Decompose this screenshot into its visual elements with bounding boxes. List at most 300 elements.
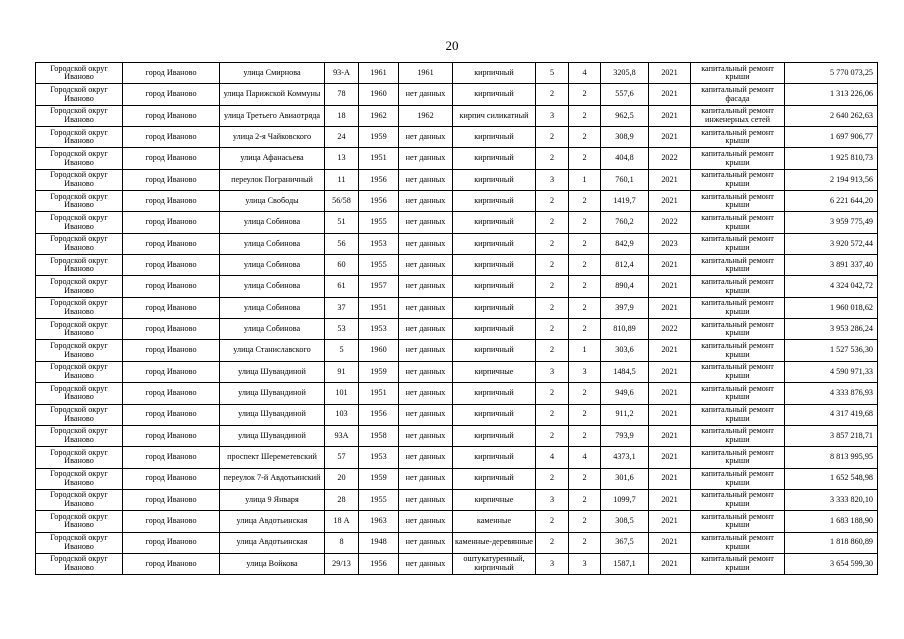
commission-year-cell: нет данных	[399, 255, 453, 276]
cost-cell: 3 654 599,30	[785, 553, 878, 574]
cost-cell: 1 652 548,98	[785, 468, 878, 489]
commission-year-cell: нет данных	[399, 297, 453, 318]
wall-material-cell: кирпичный	[453, 191, 536, 212]
commission-year-cell: 1961	[399, 63, 453, 84]
wall-material-cell: кирпичный	[453, 63, 536, 84]
entrances-cell: 2	[569, 212, 601, 233]
floors-cell: 2	[536, 297, 569, 318]
municipality-cell: Городской округ Иваново	[36, 105, 123, 126]
wall-material-cell: кирпичный	[453, 169, 536, 190]
house-number-cell: 60	[325, 255, 359, 276]
floors-cell: 3	[536, 105, 569, 126]
cost-cell: 3 953 286,24	[785, 319, 878, 340]
plan-year-cell: 2021	[649, 105, 691, 126]
municipality-cell: Городской округ Иваново	[36, 191, 123, 212]
house-number-cell: 78	[325, 84, 359, 105]
entrances-cell: 2	[569, 255, 601, 276]
cost-cell: 3 857 218,71	[785, 425, 878, 446]
plan-year-cell: 2021	[649, 276, 691, 297]
settlement-cell: город Иваново	[123, 511, 220, 532]
work-type-cell: капитальный ремонт крыши	[691, 212, 785, 233]
area-cell: 4373,1	[601, 447, 649, 468]
commission-year-cell: нет данных	[399, 361, 453, 382]
wall-material-cell: каменные	[453, 511, 536, 532]
settlement-cell: город Иваново	[123, 447, 220, 468]
settlement-cell: город Иваново	[123, 425, 220, 446]
municipality-cell: Городской округ Иваново	[36, 212, 123, 233]
plan-year-cell: 2021	[649, 489, 691, 510]
build-year-cell: 1956	[359, 404, 399, 425]
house-number-cell: 28	[325, 489, 359, 510]
build-year-cell: 1955	[359, 489, 399, 510]
commission-year-cell: нет данных	[399, 233, 453, 254]
floors-cell: 2	[536, 532, 569, 553]
cost-cell: 1 527 536,30	[785, 340, 878, 361]
plan-year-cell: 2021	[649, 169, 691, 190]
municipality-cell: Городской округ Иваново	[36, 233, 123, 254]
wall-material-cell: кирпичный	[453, 468, 536, 489]
floors-cell: 2	[536, 255, 569, 276]
settlement-cell: город Иваново	[123, 404, 220, 425]
wall-material-cell: кирпич силикатный	[453, 105, 536, 126]
cost-cell: 4 324 042,72	[785, 276, 878, 297]
floors-cell: 3	[536, 361, 569, 382]
floors-cell: 3	[536, 553, 569, 574]
table-row	[36, 383, 878, 404]
build-year-cell: 1960	[359, 340, 399, 361]
build-year-cell: 1957	[359, 276, 399, 297]
table-row	[36, 191, 878, 212]
street-cell: улица Смирнова	[220, 63, 325, 84]
plan-year-cell: 2021	[649, 361, 691, 382]
house-number-cell: 5	[325, 340, 359, 361]
street-cell: улица Авдотьинская	[220, 532, 325, 553]
floors-cell: 2	[536, 319, 569, 340]
build-year-cell: 1948	[359, 532, 399, 553]
municipality-cell: Городской округ Иваново	[36, 404, 123, 425]
entrances-cell: 2	[569, 468, 601, 489]
settlement-cell: город Иваново	[123, 297, 220, 318]
commission-year-cell: 1962	[399, 105, 453, 126]
work-type-cell: капитальный ремонт крыши	[691, 169, 785, 190]
house-number-cell: 101	[325, 383, 359, 404]
street-cell: улица 2-я Чайковского	[220, 127, 325, 148]
build-year-cell: 1951	[359, 297, 399, 318]
wall-material-cell: каменные-деревянные	[453, 532, 536, 553]
cost-cell: 1 818 860,89	[785, 532, 878, 553]
entrances-cell: 2	[569, 425, 601, 446]
floors-cell: 2	[536, 425, 569, 446]
cost-cell: 6 221 644,20	[785, 191, 878, 212]
municipality-cell: Городской округ Иваново	[36, 169, 123, 190]
municipality-cell: Городской округ Иваново	[36, 84, 123, 105]
commission-year-cell: нет данных	[399, 84, 453, 105]
wall-material-cell: кирпичный	[453, 255, 536, 276]
wall-material-cell: кирпичный	[453, 127, 536, 148]
municipality-cell: Городской округ Иваново	[36, 383, 123, 404]
build-year-cell: 1953	[359, 233, 399, 254]
plan-year-cell: 2021	[649, 447, 691, 468]
table-row	[36, 361, 878, 382]
municipality-cell: Городской округ Иваново	[36, 361, 123, 382]
street-cell: улица Собинова	[220, 276, 325, 297]
municipality-cell: Городской округ Иваново	[36, 148, 123, 169]
settlement-cell: город Иваново	[123, 191, 220, 212]
area-cell: 962,5	[601, 105, 649, 126]
entrances-cell: 2	[569, 127, 601, 148]
entrances-cell: 2	[569, 489, 601, 510]
wall-material-cell: кирпичный	[453, 212, 536, 233]
floors-cell: 2	[536, 191, 569, 212]
build-year-cell: 1963	[359, 511, 399, 532]
wall-material-cell: кирпичный	[453, 447, 536, 468]
area-cell: 1587,1	[601, 553, 649, 574]
floors-cell: 5	[536, 63, 569, 84]
street-cell: улица Свободы	[220, 191, 325, 212]
entrances-cell: 2	[569, 233, 601, 254]
area-cell: 793,9	[601, 425, 649, 446]
table-row	[36, 84, 878, 105]
floors-cell: 3	[536, 169, 569, 190]
work-type-cell: капитальный ремонт крыши	[691, 148, 785, 169]
wall-material-cell: кирпичный	[453, 319, 536, 340]
house-number-cell: 18 А	[325, 511, 359, 532]
house-number-cell: 56/58	[325, 191, 359, 212]
settlement-cell: город Иваново	[123, 212, 220, 233]
municipality-cell: Городской округ Иваново	[36, 63, 123, 84]
commission-year-cell: нет данных	[399, 148, 453, 169]
street-cell: улица Станиславского	[220, 340, 325, 361]
plan-year-cell: 2021	[649, 84, 691, 105]
work-type-cell: капитальный ремонт крыши	[691, 447, 785, 468]
area-cell: 3205,8	[601, 63, 649, 84]
build-year-cell: 1958	[359, 425, 399, 446]
table-row	[36, 148, 878, 169]
wall-material-cell: кирпичные	[453, 361, 536, 382]
settlement-cell: город Иваново	[123, 105, 220, 126]
floors-cell: 2	[536, 127, 569, 148]
registry-rows	[36, 63, 878, 575]
work-type-cell: капитальный ремонт крыши	[691, 425, 785, 446]
work-type-cell: капитальный ремонт крыши	[691, 255, 785, 276]
municipality-cell: Городской округ Иваново	[36, 553, 123, 574]
house-number-cell: 20	[325, 468, 359, 489]
settlement-cell: город Иваново	[123, 319, 220, 340]
work-type-cell: капитальный ремонт крыши	[691, 511, 785, 532]
floors-cell: 3	[536, 489, 569, 510]
entrances-cell: 2	[569, 319, 601, 340]
plan-year-cell: 2021	[649, 553, 691, 574]
area-cell: 812,4	[601, 255, 649, 276]
plan-year-cell: 2021	[649, 511, 691, 532]
table-row	[36, 532, 878, 553]
floors-cell: 2	[536, 233, 569, 254]
table-row	[36, 127, 878, 148]
wall-material-cell: кирпичный	[453, 425, 536, 446]
table-row	[36, 511, 878, 532]
work-type-cell: капитальный ремонт крыши	[691, 532, 785, 553]
commission-year-cell: нет данных	[399, 276, 453, 297]
area-cell: 842,9	[601, 233, 649, 254]
floors-cell: 2	[536, 383, 569, 404]
municipality-cell: Городской округ Иваново	[36, 255, 123, 276]
house-number-cell: 61	[325, 276, 359, 297]
house-number-cell: 8	[325, 532, 359, 553]
settlement-cell: город Иваново	[123, 468, 220, 489]
house-number-cell: 103	[325, 404, 359, 425]
entrances-cell: 2	[569, 276, 601, 297]
cost-cell: 2 640 262,63	[785, 105, 878, 126]
street-cell: переулок 7-й Авдотьинский	[220, 468, 325, 489]
build-year-cell: 1956	[359, 191, 399, 212]
table-row	[36, 404, 878, 425]
house-number-cell: 11	[325, 169, 359, 190]
municipality-cell: Городской округ Иваново	[36, 468, 123, 489]
table-row	[36, 425, 878, 446]
plan-year-cell: 2021	[649, 255, 691, 276]
plan-year-cell: 2021	[649, 127, 691, 148]
table-row	[36, 255, 878, 276]
plan-year-cell: 2021	[649, 340, 691, 361]
area-cell: 760,2	[601, 212, 649, 233]
floors-cell: 2	[536, 511, 569, 532]
street-cell: улица 9 Января	[220, 489, 325, 510]
work-type-cell: капитальный ремонт крыши	[691, 489, 785, 510]
plan-year-cell: 2021	[649, 404, 691, 425]
commission-year-cell: нет данных	[399, 169, 453, 190]
build-year-cell: 1953	[359, 319, 399, 340]
build-year-cell: 1951	[359, 148, 399, 169]
commission-year-cell: нет данных	[399, 404, 453, 425]
commission-year-cell: нет данных	[399, 425, 453, 446]
area-cell: 367,5	[601, 532, 649, 553]
work-type-cell: капитальный ремонт крыши	[691, 276, 785, 297]
municipality-cell: Городской округ Иваново	[36, 511, 123, 532]
wall-material-cell: кирпичный	[453, 383, 536, 404]
floors-cell: 2	[536, 404, 569, 425]
table-row	[36, 212, 878, 233]
floors-cell: 2	[536, 340, 569, 361]
wall-material-cell: кирпичный	[453, 340, 536, 361]
work-type-cell: капитальный ремонт крыши	[691, 361, 785, 382]
plan-year-cell: 2022	[649, 319, 691, 340]
area-cell: 949,6	[601, 383, 649, 404]
table-row	[36, 233, 878, 254]
municipality-cell: Городской округ Иваново	[36, 276, 123, 297]
table-row	[36, 489, 878, 510]
area-cell: 810,89	[601, 319, 649, 340]
entrances-cell: 2	[569, 84, 601, 105]
work-type-cell: капитальный ремонт крыши	[691, 553, 785, 574]
table-row	[36, 319, 878, 340]
table-row	[36, 63, 878, 84]
entrances-cell: 2	[569, 148, 601, 169]
area-cell: 557,6	[601, 84, 649, 105]
area-cell: 1484,5	[601, 361, 649, 382]
area-cell: 1099,7	[601, 489, 649, 510]
house-number-cell: 51	[325, 212, 359, 233]
street-cell: проспект Шереметевский	[220, 447, 325, 468]
house-number-cell: 29/13	[325, 553, 359, 574]
work-type-cell: капитальный ремонт крыши	[691, 127, 785, 148]
plan-year-cell: 2021	[649, 532, 691, 553]
work-type-cell: капитальный ремонт крыши	[691, 383, 785, 404]
wall-material-cell: кирпичный	[453, 233, 536, 254]
build-year-cell: 1956	[359, 553, 399, 574]
plan-year-cell: 2022	[649, 148, 691, 169]
plan-year-cell: 2023	[649, 233, 691, 254]
cost-cell: 4 317 419,68	[785, 404, 878, 425]
house-number-cell: 13	[325, 148, 359, 169]
floors-cell: 2	[536, 468, 569, 489]
wall-material-cell: оштукатуренный, кирпичный	[453, 553, 536, 574]
house-number-cell: 18	[325, 105, 359, 126]
cost-cell: 1 925 810,73	[785, 148, 878, 169]
cost-cell: 8 813 995,95	[785, 447, 878, 468]
plan-year-cell: 2021	[649, 468, 691, 489]
municipality-cell: Городской округ Иваново	[36, 319, 123, 340]
work-type-cell: капитальный ремонт крыши	[691, 191, 785, 212]
cost-cell: 3 333 820,10	[785, 489, 878, 510]
commission-year-cell: нет данных	[399, 191, 453, 212]
commission-year-cell: нет данных	[399, 468, 453, 489]
settlement-cell: город Иваново	[123, 489, 220, 510]
work-type-cell: капитальный ремонт крыши	[691, 404, 785, 425]
entrances-cell: 1	[569, 169, 601, 190]
municipality-cell: Городской округ Иваново	[36, 532, 123, 553]
cost-cell: 3 891 337,40	[785, 255, 878, 276]
work-type-cell: капитальный ремонт инженерных сетей	[691, 105, 785, 126]
floors-cell: 2	[536, 276, 569, 297]
house-number-cell: 93А	[325, 425, 359, 446]
house-number-cell: 57	[325, 447, 359, 468]
commission-year-cell: нет данных	[399, 511, 453, 532]
street-cell: улица Шувандиной	[220, 404, 325, 425]
commission-year-cell: нет данных	[399, 489, 453, 510]
floors-cell: 2	[536, 148, 569, 169]
wall-material-cell: кирпичный	[453, 297, 536, 318]
cost-cell: 1 697 906,77	[785, 127, 878, 148]
build-year-cell: 1955	[359, 212, 399, 233]
entrances-cell: 2	[569, 404, 601, 425]
wall-material-cell: кирпичный	[453, 404, 536, 425]
table-row	[36, 447, 878, 468]
wall-material-cell: кирпичный	[453, 148, 536, 169]
table-row	[36, 276, 878, 297]
municipality-cell: Городской округ Иваново	[36, 489, 123, 510]
work-type-cell: капитальный ремонт крыши	[691, 468, 785, 489]
municipality-cell: Городской округ Иваново	[36, 297, 123, 318]
street-cell: улица Собинова	[220, 297, 325, 318]
street-cell: улица Авдотьинская	[220, 511, 325, 532]
settlement-cell: город Иваново	[123, 169, 220, 190]
area-cell: 890,4	[601, 276, 649, 297]
entrances-cell: 1	[569, 340, 601, 361]
settlement-cell: город Иваново	[123, 127, 220, 148]
commission-year-cell: нет данных	[399, 553, 453, 574]
entrances-cell: 2	[569, 191, 601, 212]
commission-year-cell: нет данных	[399, 319, 453, 340]
entrances-cell: 4	[569, 447, 601, 468]
cost-cell: 4 590 971,33	[785, 361, 878, 382]
area-cell: 1419,7	[601, 191, 649, 212]
cost-cell: 1 313 226,06	[785, 84, 878, 105]
commission-year-cell: нет данных	[399, 447, 453, 468]
settlement-cell: город Иваново	[123, 532, 220, 553]
table-row	[36, 169, 878, 190]
work-type-cell: капитальный ремонт крыши	[691, 63, 785, 84]
entrances-cell: 2	[569, 511, 601, 532]
entrances-cell: 3	[569, 553, 601, 574]
plan-year-cell: 2022	[649, 212, 691, 233]
cost-cell: 2 194 913,56	[785, 169, 878, 190]
entrances-cell: 2	[569, 105, 601, 126]
area-cell: 308,9	[601, 127, 649, 148]
municipality-cell: Городской округ Иваново	[36, 340, 123, 361]
build-year-cell: 1961	[359, 63, 399, 84]
cost-cell: 1 960 018,62	[785, 297, 878, 318]
plan-year-cell: 2021	[649, 191, 691, 212]
street-cell: улица Афанасьева	[220, 148, 325, 169]
entrances-cell: 2	[569, 383, 601, 404]
commission-year-cell: нет данных	[399, 383, 453, 404]
settlement-cell: город Иваново	[123, 148, 220, 169]
area-cell: 404,8	[601, 148, 649, 169]
floors-cell: 4	[536, 447, 569, 468]
settlement-cell: город Иваново	[123, 63, 220, 84]
wall-material-cell: кирпичные	[453, 489, 536, 510]
floors-cell: 2	[536, 84, 569, 105]
floors-cell: 2	[536, 212, 569, 233]
commission-year-cell: нет данных	[399, 532, 453, 553]
settlement-cell: город Иваново	[123, 361, 220, 382]
street-cell: улица Третьего Авиаотряда	[220, 105, 325, 126]
street-cell: улица Шувандиной	[220, 383, 325, 404]
settlement-cell: город Иваново	[123, 553, 220, 574]
table-row	[36, 468, 878, 489]
build-year-cell: 1959	[359, 468, 399, 489]
street-cell: улица Собинова	[220, 319, 325, 340]
entrances-cell: 4	[569, 63, 601, 84]
commission-year-cell: нет данных	[399, 127, 453, 148]
work-type-cell: капитальный ремонт крыши	[691, 319, 785, 340]
street-cell: улица Шувандиной	[220, 425, 325, 446]
build-year-cell: 1951	[359, 383, 399, 404]
house-number-cell: 24	[325, 127, 359, 148]
plan-year-cell: 2021	[649, 425, 691, 446]
entrances-cell: 2	[569, 297, 601, 318]
house-number-cell: 91	[325, 361, 359, 382]
settlement-cell: город Иваново	[123, 255, 220, 276]
build-year-cell: 1962	[359, 105, 399, 126]
registry-table	[35, 62, 878, 575]
cost-cell: 3 959 775,49	[785, 212, 878, 233]
page-number: 20	[445, 38, 459, 53]
municipality-cell: Городской округ Иваново	[36, 425, 123, 446]
house-number-cell: 53	[325, 319, 359, 340]
street-cell: улица Собинова	[220, 233, 325, 254]
plan-year-cell: 2021	[649, 383, 691, 404]
build-year-cell: 1959	[359, 127, 399, 148]
wall-material-cell: кирпичный	[453, 84, 536, 105]
house-number-cell: 56	[325, 233, 359, 254]
municipality-cell: Городской округ Иваново	[36, 447, 123, 468]
cost-cell: 4 333 876,93	[785, 383, 878, 404]
build-year-cell: 1960	[359, 84, 399, 105]
work-type-cell: капитальный ремонт крыши	[691, 233, 785, 254]
area-cell: 911,2	[601, 404, 649, 425]
settlement-cell: город Иваново	[123, 340, 220, 361]
